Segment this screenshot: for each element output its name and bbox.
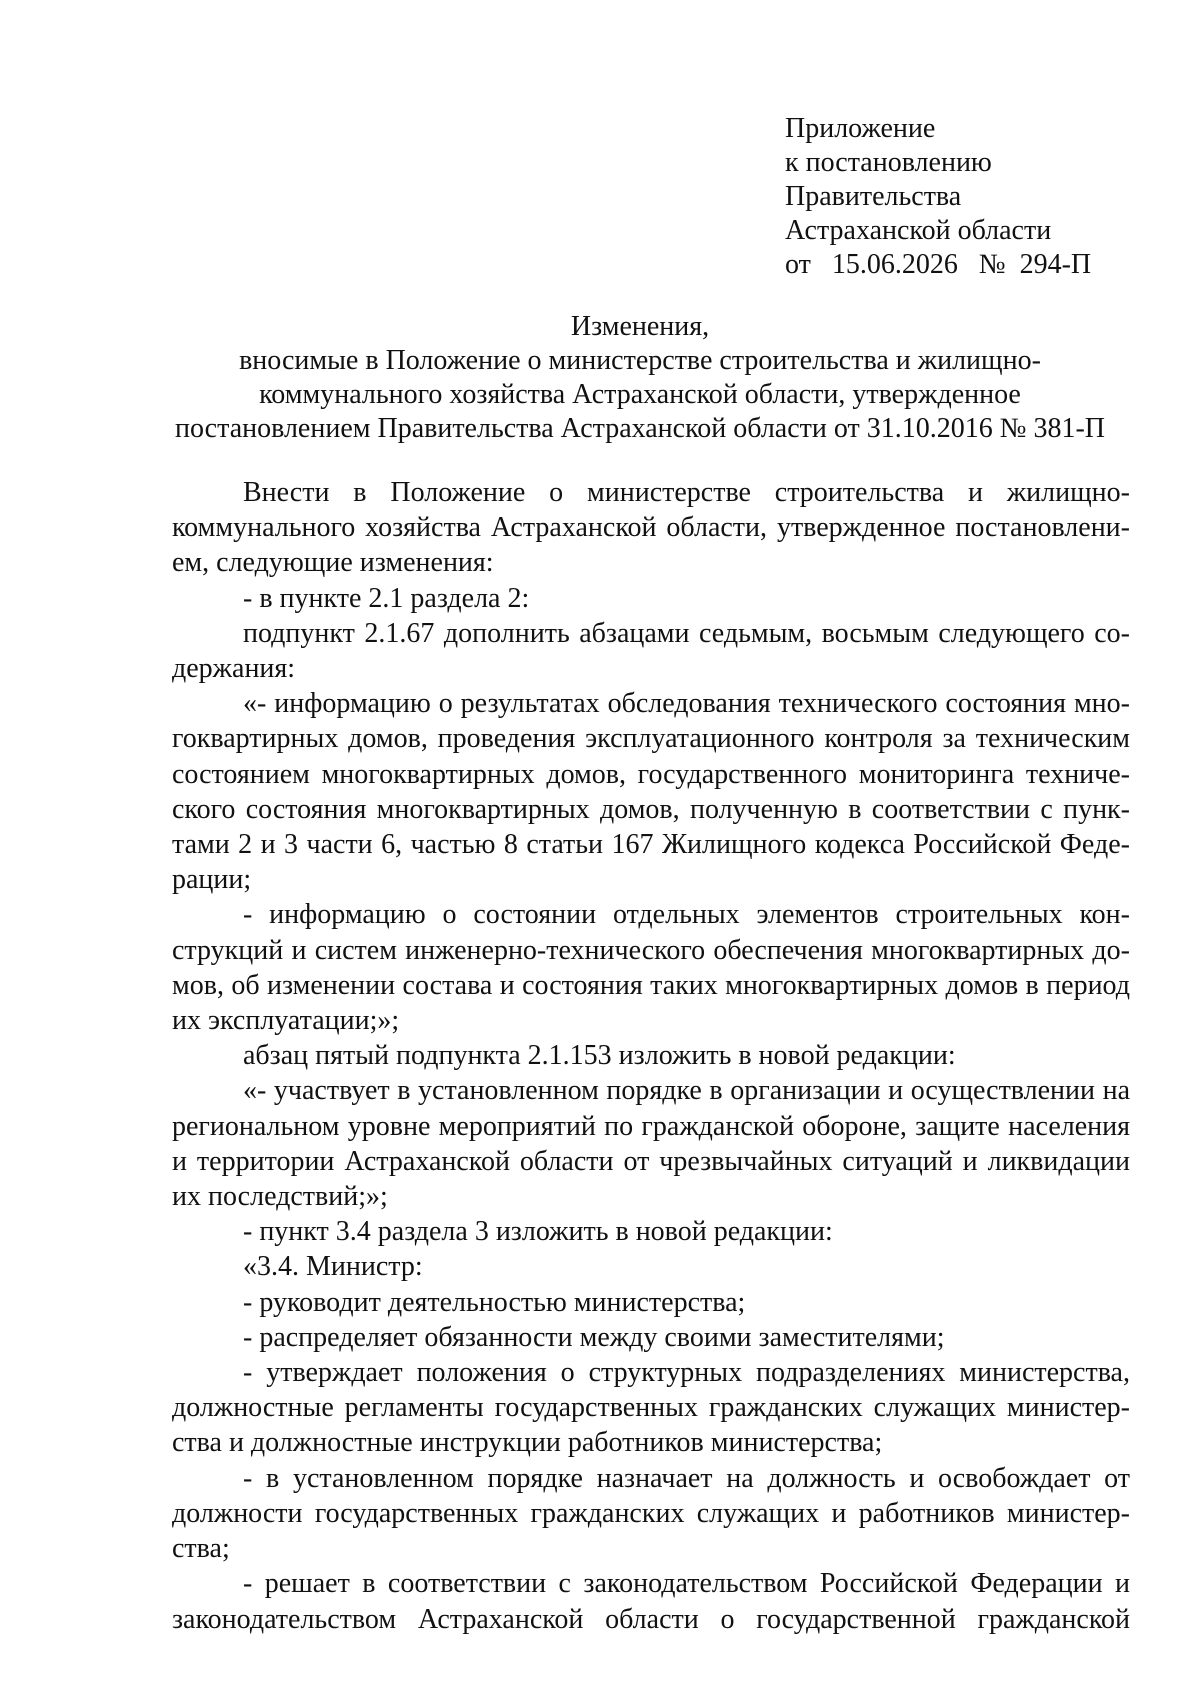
document-body [172,475,1130,1637]
annex-date-line [785,248,1091,282]
title-line-2: коммунального хозяйства Астраханской области, утвержденное [259,379,1021,410]
title-heading: Изменения, [570,311,710,342]
title-line-1: вносимые в Положение о министерстве строительства и жилищно- [239,345,1041,376]
annex-line-1: Приложение [785,113,936,144]
paragraph: - утверждает положения о структурных подразделениях министерства, должностные регламенты государственных гражданских служащих министерства и должностные инструкции работников министерства; [172,1357,1130,1459]
paragraph: «- участвует в установленном порядке в организации и осуществлении на региональном уровне мероприятий по гражданской обороне, защите населения и территории Астраханской области от чрезвычайных ситуаций и ликвидации их последствий;»; [172,1075,1130,1213]
paragraph: - в пункте 2.1 раздела 2: [243,582,530,614]
document-title [150,310,1130,446]
annex-number-sign: № [978,249,1006,280]
paragraph: - распределяет обязанности между своими заместителями; [243,1321,945,1353]
paragraph: - в установленном порядке назначает на должность и освобождает от должности государственных гражданских служащих и работников министерства; [172,1462,1130,1565]
annex-block [785,112,1091,282]
paragraph: - пункт 3.4 раздела 3 изложить в новой редакции: [243,1216,833,1248]
annex-line-3: Правительства [785,181,962,212]
paragraph: «3.4. Министр: [243,1251,423,1283]
paragraph: - руководит деятельностью министерства; [243,1286,746,1318]
paragraph: «- информацию о результатах обследования технического состояния многоквартирных домов, проведения эксплуатационного контроля за техническим состоянием многоквартирных домов, государственного мониторинга технического состояния многоквартирных домов, полученную в соответствии с пунктами 2 и 3 части 6, частью 8 статьи 167 Жилищного кодекса Российской Федерации; [172,688,1130,896]
annex-number: 294-П [1019,249,1092,280]
paragraph: - решает в соответствии с законодательством Российской Федерации и законодательством Астраханской области о государственной гражданской [172,1568,1130,1635]
annex-date-prefix: от [785,249,811,280]
title-line-3: постановлением Правительства Астраханской области от 31.10.2016 № 381-П [175,413,1105,444]
paragraph: абзац пятый подпункта 2.1.153 изложить в новой редакции: [243,1040,956,1072]
paragraph: - информацию о состоянии отдельных элементов строительных конструкций и систем инженерно-технического обеспечения многоквартирных домов, об изменении состава и состояния таких многоквартирных домов в период их эксплуатации;»; [172,899,1130,1037]
annex-line-4: Астраханской области [785,215,1052,246]
paragraph: подпункт 2.1.67 дополнить абзацами седьмым, восьмым следующего содержания: [172,617,1130,685]
annex-date: 15.06.2026 [831,249,958,280]
paragraph: Внести в Положение о министерстве строительства и жилищно-коммунального хозяйства Астраханской области, утвержденное постановлением, следующие изменения: [172,477,1130,579]
annex-line-2: к постановлению [785,147,992,178]
